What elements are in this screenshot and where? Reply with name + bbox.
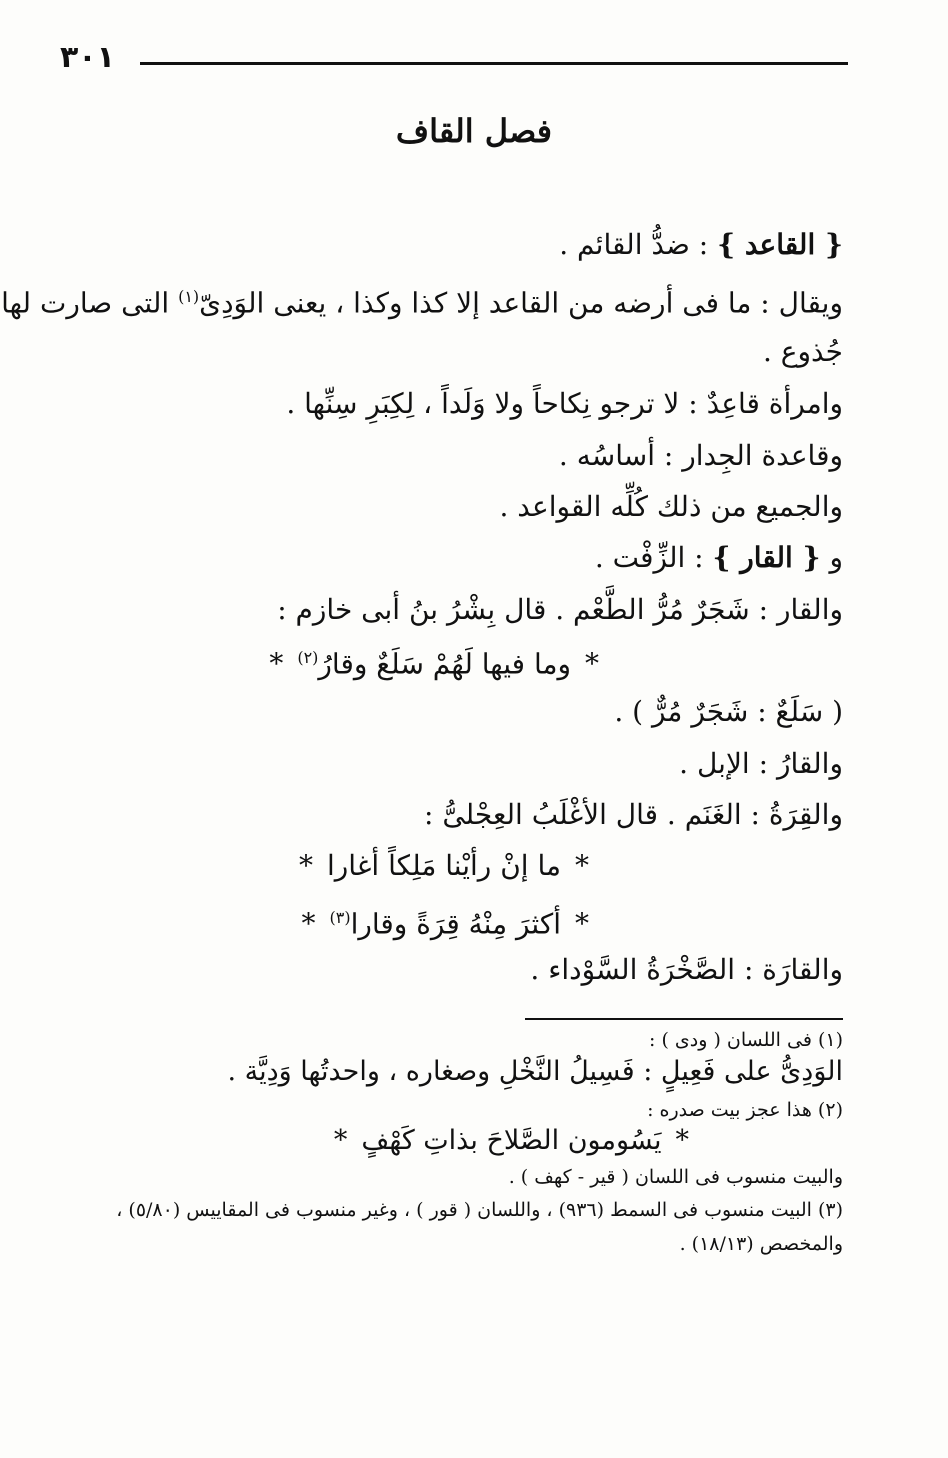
asterisk-mark: * [585, 647, 599, 681]
entry-text: : ضدُّ القائم . [559, 228, 718, 261]
footnote-1-head: (١) فى اللسان ( ودى ) : [649, 1029, 843, 1051]
verse-line [285, 846, 603, 886]
asterisk-mark: * [575, 849, 589, 882]
verse-line [255, 638, 613, 681]
page-number: ٣٠١ [60, 40, 115, 75]
verse-text: ما إنْ رأيْنا مَلِكاً أغارا [326, 849, 561, 882]
entry-line: والقار : شَجَرٌ مُرُّ الطَّعْم . قال بِشْرُ بنُ أبى خازم : [277, 593, 843, 626]
asterisk-mark: * [301, 907, 316, 941]
footnote-2-head: (٢) هذا عجز بيت صدره : [647, 1099, 843, 1121]
entry-line: والقارُ : الإبل . [679, 747, 843, 780]
entry-line: والقارَة : الصَّخْرَةُ السَّوْداء . [530, 953, 843, 986]
verse-text: يَسُومون الصَّلاحَ بذاتِ كَهْفٍ [361, 1125, 662, 1156]
entry-line-qar [595, 538, 843, 578]
entry-text: و [820, 541, 843, 574]
entry-line: والقِرَةُ : الغَنَم . قال الأغْلَبُ العِجْلىُّ : [423, 798, 843, 831]
entry-text: ويقال : ما فى أرضه من القاعد إلا كذا وكذا ، يعنى الوَدِىّ [199, 286, 843, 320]
footnote-3-line: والمخصص (١٨/١٣) . [679, 1233, 843, 1255]
asterisk-mark: * [269, 647, 284, 681]
verse-text: أكثرَ مِنْهُ قِرَةً وقارا [350, 907, 561, 941]
footnote-1-body: الوَدِىُّ على فَعِيلٍ : فَسِيلُ النَّخْلِ وصغاره ، واحدتُها وَدِيَّة . [227, 1056, 843, 1087]
asterisk-mark: * [575, 907, 589, 941]
verse-line [287, 898, 603, 941]
entry-line [1, 277, 843, 320]
entry-line-qaid [559, 225, 843, 265]
footnote-3-line: (٣) البيت منسوب فى السمط (٩٣٦) ، واللسان ( قور ) ، وغير منسوب فى المقاييس (٥/٨٠) ، [116, 1199, 843, 1221]
entry-headword: { القاعد } [717, 228, 843, 261]
footnote-ref: (٣) [329, 908, 351, 927]
entry-line: والجميع من ذلك كُلِّه القواعد . [499, 490, 843, 523]
asterisk-mark: * [298, 849, 313, 882]
asterisk-mark: * [675, 1125, 689, 1156]
chapter-title: فصل القاف [395, 112, 553, 150]
entry-text: : الزِّفْت . [594, 541, 713, 574]
entry-line: وقاعدة الجِدار : أساسُه . [558, 439, 843, 472]
header-rule [140, 62, 848, 65]
entry-line: ( سَلَعٌ : شَجَرٌ مُرٌّ ) . [614, 695, 843, 728]
entry-text: التى صارت لها [1, 286, 179, 320]
footnote-ref: (١) [178, 287, 200, 306]
asterisk-mark: * [333, 1125, 348, 1156]
verse-text: وما فيها لَهُمْ سَلَعٌ وقارُ [318, 647, 571, 681]
footnote-2-source: والبيت منسوب فى اللسان ( قير - كهف ) . [508, 1166, 843, 1188]
entry-line: جُذوع . [762, 335, 843, 368]
entry-line: وامرأة قاعِدٌ : لا ترجو نِكاحاً ولا وَلَداً ، لِكِبَرِ سِنِّها . [286, 387, 843, 420]
entry-headword: { القار } [712, 541, 821, 574]
footnote-2-verse [320, 1122, 703, 1160]
footnote-rule [525, 1018, 843, 1020]
footnote-ref: (٢) [297, 648, 319, 667]
